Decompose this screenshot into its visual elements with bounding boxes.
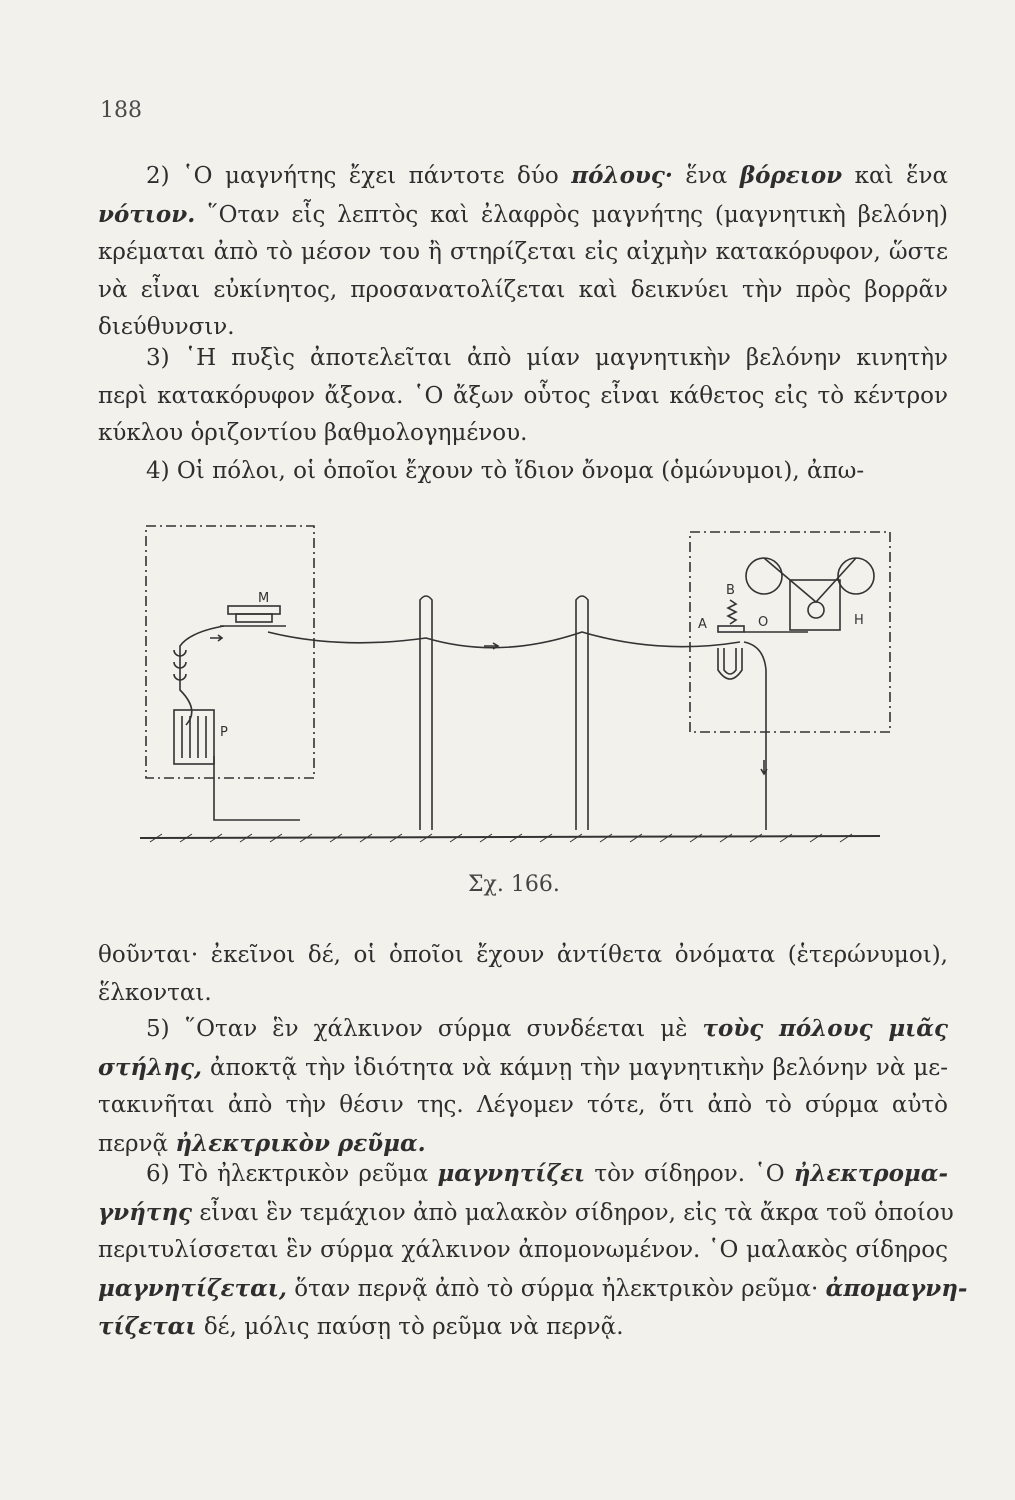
text-segment: ἕλκονται.	[98, 979, 212, 1006]
paragraph-4	[98, 453, 948, 491]
text-segment: τὸν σίδηρον. ῾Ο	[585, 1161, 794, 1187]
text-segment: ῞Οταν εἷς λεπτὸς καὶ ἐλαφρὸς μαγνήτης (μαγνητικὴ βελόνη)	[195, 201, 948, 228]
label-H: H	[854, 613, 864, 628]
text-segment: καὶ ἕνα	[842, 163, 948, 189]
text-line	[98, 415, 948, 453]
text-line	[98, 1049, 948, 1088]
text-segment: τακινῆται ἀπὸ τὴν θέσιν της. Λέγομεν τότε, ὅτι ἀπὸ τὸ σύρμα αὐτὸ	[98, 1092, 948, 1118]
paragraph-5	[98, 1010, 948, 1163]
text-line	[98, 1194, 954, 1233]
electromagnet-inner	[724, 648, 736, 674]
emphasis-term: μαγνητίζεται,	[98, 1274, 287, 1302]
figure-telegraph-diagram	[140, 520, 900, 860]
text-segment: θοῦνται· ἐκεῖνοι δέ, οἱ ὁποῖοι ἔχουν ἀντίθετα ὀνόματα (ἑτερώνυμοι),	[98, 942, 948, 968]
text-segment: εἶναι ἓν τεμάχιον ἀπὸ μαλακὸν σίδηρον, εἰς τὰ ἄκρα τοῦ ὁποίου	[192, 1199, 954, 1226]
receiver-ground-wire	[744, 642, 766, 830]
text-line	[98, 937, 948, 975]
paragraph-3	[98, 340, 948, 453]
text-segment: 2) ῾Ο μαγνήτης ἔχει πάντοτε δύο	[146, 163, 572, 189]
text-segment: κρέμαται ἀπὸ τὸ μέσον του ἢ στηρίζεται εἰς αἰχμὴν κατακόρυφον, ὥστε	[98, 239, 948, 265]
text-line	[98, 1087, 948, 1125]
emphasis-term: βόρειον	[739, 162, 843, 189]
emphasis-term: πόλους·	[571, 162, 673, 189]
battery	[174, 710, 214, 764]
text-line	[98, 453, 948, 491]
text-line	[98, 234, 948, 272]
emphasis-term: τίζεται	[98, 1313, 197, 1340]
label-B: B	[726, 583, 735, 598]
armature	[718, 626, 744, 632]
figure-caption: Σχ. 166.	[468, 872, 560, 897]
current-arrow-1	[210, 635, 222, 641]
text-segment: διεύθυνσιν.	[98, 314, 235, 340]
emphasis-term: ἀπομαγνη-	[825, 1274, 968, 1302]
emphasis-term: τοὺς πόλους μιᾶς	[702, 1015, 948, 1042]
telegraph-pole-2	[576, 596, 588, 830]
text-segment: 4) Οἱ πόλοι, οἱ ὁποῖοι ἔχουν τὸ ἴδιον ὄνομα (ὁμώνυμοι), ἀπω-	[146, 458, 865, 484]
text-line	[98, 1232, 948, 1270]
label-P: P	[220, 725, 228, 740]
ground-line	[140, 836, 880, 838]
text-line	[98, 1010, 948, 1049]
text-line	[98, 272, 948, 310]
paper-reel-left	[746, 558, 782, 594]
text-segment: ἕνα	[672, 163, 740, 189]
label-O: O	[758, 615, 769, 630]
paragraph-6	[98, 1155, 968, 1347]
paragraph-4-continued	[98, 937, 948, 1012]
text-segment: περνᾷ	[98, 1130, 176, 1157]
emphasis-term: ἠλεκτρικὸν ρεῦμα.	[175, 1129, 426, 1157]
emphasis-term: νότιον.	[98, 200, 196, 228]
text-segment: ὅταν περνᾷ ἀπὸ τὸ σύρμα ἠλεκτρικὸν ρεῦμα·	[286, 1275, 826, 1302]
paragraph-2	[98, 157, 948, 347]
telegraph-diagram-svg	[140, 520, 900, 860]
text-segment: 3) ῾Η πυξὶς ἀποτελεῖται ἀπὸ μίαν μαγνητικὴν βελόνην κινητὴν	[146, 345, 948, 371]
page-number: 188	[100, 98, 142, 123]
text-line	[98, 157, 948, 196]
telegraph-pole-1	[420, 596, 432, 830]
text-segment: περιτυλίσσεται ἓν σύρμα χάλκινον ἀπομονωμένον. ῾Ο μαλακὸς σίδηρος	[98, 1237, 948, 1263]
telegraph-key	[228, 606, 280, 614]
text-line	[98, 378, 948, 416]
text-segment: περὶ κατακόρυφον ἄξονα. ῾Ο ἄξων οὗτος εἶναι κάθετος εἰς τὸ κέντρον	[98, 382, 948, 409]
text-segment: νὰ εἶναι εὐκίνητος, προσανατολίζεται καὶ δεικνύει τὴν πρὸς βορρᾶν	[98, 276, 948, 303]
sender-station-box	[146, 526, 314, 778]
emphasis-term: γνήτης	[98, 1198, 193, 1226]
emphasis-term: μαγνητίζει	[437, 1160, 586, 1187]
text-line	[98, 1155, 948, 1194]
text-segment: δέ, μόλις παύσῃ τὸ ρεῦμα νὰ περνᾷ.	[196, 1314, 624, 1340]
text-line	[98, 340, 948, 378]
recorder-frame	[790, 580, 840, 630]
text-segment: ἀποκτᾷ τὴν ἰδιότητα νὰ κάμνῃ τὴν μαγνητικὴν βελόνην νὰ με-	[202, 1054, 948, 1081]
label-M: M	[258, 591, 270, 606]
text-segment: 6) Τὸ ἠλεκτρικὸν ρεῦμα	[146, 1161, 438, 1187]
label-A: A	[698, 617, 707, 632]
battery-cells	[182, 716, 206, 758]
text-line	[98, 1308, 948, 1347]
key-base	[236, 614, 272, 622]
battery-ground-wire	[214, 756, 300, 820]
emphasis-term: στήλης,	[98, 1053, 203, 1081]
text-line	[98, 1270, 968, 1309]
emphasis-term: ἠλεκτρομα-	[793, 1160, 948, 1187]
text-segment: 5) ῞Οταν ἓν χάλκινον σύρμα συνδέεται μὲ	[146, 1016, 703, 1042]
paper-reel-right	[838, 558, 874, 594]
text-line	[98, 975, 948, 1013]
text-line	[98, 196, 948, 235]
telegraph-wire	[268, 632, 740, 648]
spring	[728, 600, 736, 624]
recorder-roller	[808, 602, 824, 618]
text-segment: κύκλου ὁριζοντίου βαθμολογημένου.	[98, 420, 528, 446]
